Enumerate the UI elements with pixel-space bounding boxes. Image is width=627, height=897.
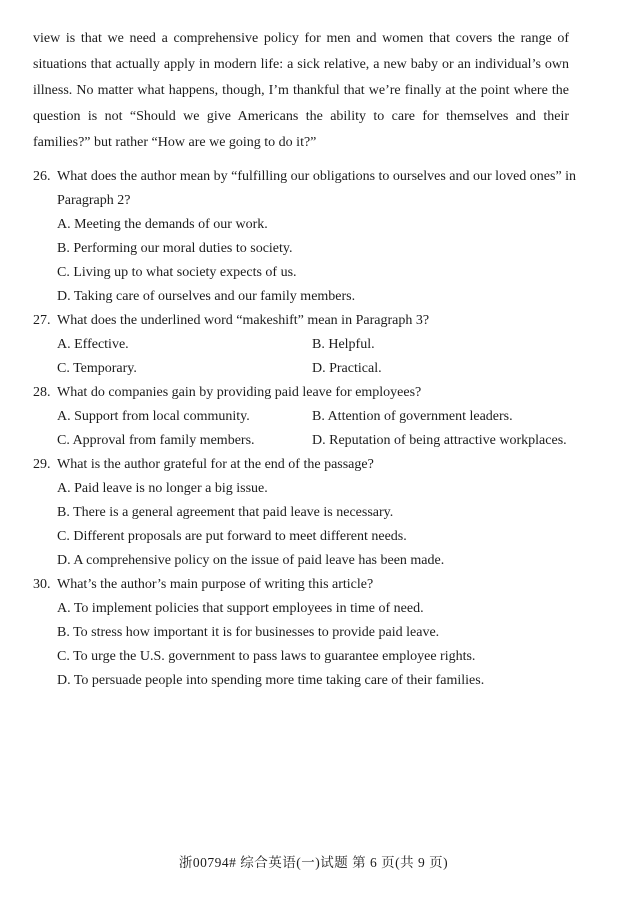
option-30-a: A. To implement policies that support employees in time of need. xyxy=(57,601,424,616)
question-number: 27. xyxy=(33,313,51,328)
option-27-b: B. Helpful. xyxy=(312,337,375,352)
question-29-options xyxy=(57,477,581,573)
question-number: 28. xyxy=(33,385,51,400)
option-28-c: C. Approval from family members. xyxy=(57,433,255,448)
question-number: 29. xyxy=(33,457,51,472)
question-number: 26. xyxy=(33,169,51,184)
question-27 xyxy=(33,309,581,381)
question-27-options xyxy=(57,333,581,381)
option-27-c: C. Temporary. xyxy=(57,361,137,376)
question-28 xyxy=(33,381,581,453)
option-28-b: B. Attention of government leaders. xyxy=(312,409,513,424)
passage-paragraph: view is that we need a comprehensive policy for men and women that covers the range of situations that actually apply in modern life: a sick relative, a new baby or an individual’s own illness. No matter what happens, though, I’m thankful that we’re finally at the point where the question is not “Should we give Americans the ability to care for themselves and their families?” but rather “How are we going to do it?” xyxy=(33,31,569,150)
option-28-d: D. Reputation of being attractive workplaces. xyxy=(312,433,567,448)
option-26-d: D. Taking care of ourselves and our family members. xyxy=(57,289,356,304)
question-number: 30. xyxy=(33,577,51,592)
option-29-c: C. Different proposals are put forward to meet different needs. xyxy=(57,529,407,544)
option-27-d: D. Practical. xyxy=(312,361,382,376)
option-26-a: A. Meeting the demands of our work. xyxy=(57,217,268,232)
option-28-a: A. Support from local community. xyxy=(57,409,250,424)
question-30-options xyxy=(57,597,581,693)
question-text: What does the underlined word “makeshift” mean in Paragraph 3? xyxy=(57,313,430,328)
questions-section xyxy=(33,165,581,693)
question-30 xyxy=(33,573,581,693)
option-27-a: A. Effective. xyxy=(57,337,129,352)
option-29-d: D. A comprehensive policy on the issue of paid leave has been made. xyxy=(57,553,445,568)
question-text: What does the author mean by “fulfilling our obligations to ourselves and our loved ones” in Paragraph 2? xyxy=(57,169,577,208)
question-28-options xyxy=(57,405,581,453)
option-29-b: B. There is a general agreement that paid leave is necessary. xyxy=(57,505,394,520)
question-29 xyxy=(33,453,581,573)
question-text: What is the author grateful for at the end of the passage? xyxy=(57,457,374,472)
question-text: What do companies gain by providing paid leave for employees? xyxy=(57,385,422,400)
option-26-c: C. Living up to what society expects of us. xyxy=(57,265,297,280)
option-30-d: D. To persuade people into spending more time taking care of their families. xyxy=(57,673,485,688)
question-text: What’s the author’s main purpose of writing this article? xyxy=(57,577,374,592)
option-29-a: A. Paid leave is no longer a big issue. xyxy=(57,481,268,496)
option-26-b: B. Performing our moral duties to society. xyxy=(57,241,293,256)
page-footer: 浙00794# 综合英语(一)试题 第 6 页(共 9 页) xyxy=(178,855,449,870)
question-26-options xyxy=(57,213,581,309)
option-30-c: C. To urge the U.S. government to pass laws to guarantee employee rights. xyxy=(57,649,476,664)
option-30-b: B. To stress how important it is for businesses to provide paid leave. xyxy=(57,625,440,640)
question-26 xyxy=(33,165,581,309)
